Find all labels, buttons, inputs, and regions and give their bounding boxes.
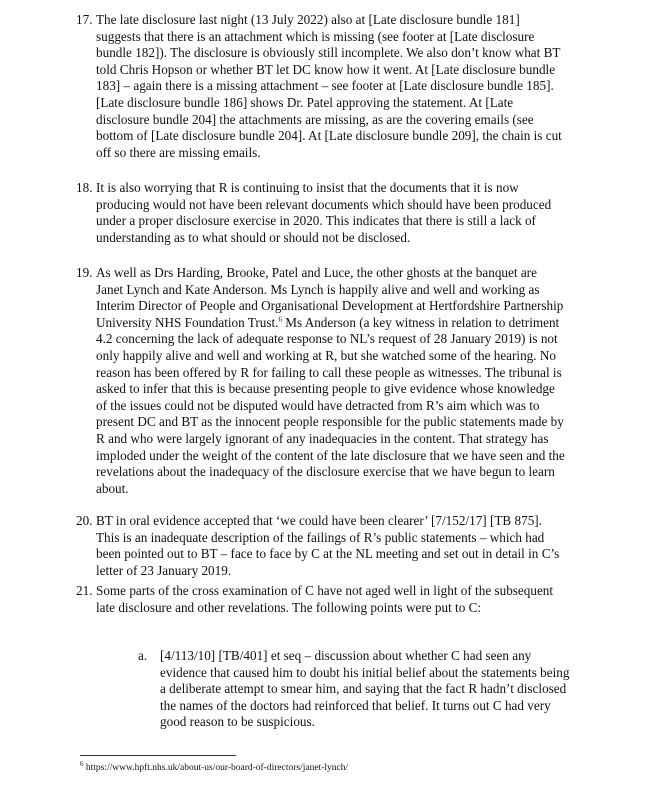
- paragraph-number: 18.: [76, 180, 93, 195]
- paragraph-text-part-2: Ms Anderson (a key witness in relation to detriment 4.2 concerning the lack of adequate response to NL’s request of 28 January 2019) is not only happily alive and well and working at R, but she watched some of the hearing. No reason has been offered by R for failing to call these people as witnesses. The tribunal is asked to infer that this is because presenting people to give evidence whose knowledge of the issues could not be disputed would have detracted from R’s aim which was to present DC and BT as the innocent people responsible for the public statements made by R and who were largely ignorant of any inadequacies in the content. That strategy has imploded under the weight of the content of the late disclosure that we have seen and the revelations about the inadequacy of the disclosure exercise that we have begun to learn about.: [96, 314, 565, 496]
- footnote-link[interactable]: https://www.hpft.nhs.uk/about-us/our-board-of-directors/janet-lynch/: [83, 763, 349, 773]
- footnote-separator: [80, 755, 236, 756]
- paragraph-text: The late disclosure last night (13 July 2022) also at [Late disclosure bundle 181] suggests that there is an attachment which is missing (see footer at [Late disclosure bundle 182]). The disclosure is obviously still incomplete. We also don’t know what BT told Chris Hopson or whether BT let DC know how it went. At [Late disclosure bundle 183] – again there is a missing attachment – see footer at [Late disclosure bundle 185]. [Late disclosure bundle 186] shows Dr. Patel approving the statement. At [Late disclosure bundle 204] the attachments are missing, as are the covering emails (see bottom of [Late disclosure bundle 204]. At [Late disclosure bundle 209], the chain is cut off so there are missing emails.: [96, 12, 562, 160]
- paragraph-number: 21.: [76, 583, 93, 598]
- paragraph-text: Some parts of the cross examination of C have not aged well in light of the subsequent late disclosure and other revelations. The following points were put to C:: [96, 583, 554, 615]
- paragraph-text: BT in oral evidence accepted that ‘we could have been clearer’ [7/152/17] [TB 875]. This is an inadequate description of the failings of R’s public statements – which had been pointed out to BT – face to face by C at the NL meeting and set out in detail in C’s letter of 23 January 2019.: [96, 513, 560, 578]
- paragraph-21: [76, 583, 566, 616]
- footnote-number: 6: [80, 759, 84, 768]
- subparagraph-text: [4/113/10] [TB/401] et seq – discussion about whether C had seen any evidence that caused him to doubt his initial belief about the statements being a deliberate attempt to smear him, and saying that the fact R hadn’t disclosed the names of the doctors had reinforced that belief. It turns out C had very good reason to be suspicious.: [160, 648, 570, 730]
- footnote: [80, 759, 349, 774]
- paragraph-20: [76, 513, 566, 579]
- paragraph-text: [96, 265, 566, 497]
- paragraph-number: 19.: [76, 265, 93, 280]
- paragraph-19: [76, 265, 566, 497]
- subparagraph-letter: a.: [138, 648, 148, 663]
- paragraph-number: 20.: [76, 513, 93, 528]
- footnote-reference[interactable]: 6: [278, 315, 282, 324]
- subparagraph-21a: [138, 648, 570, 731]
- paragraph-17: [76, 12, 566, 161]
- paragraph-number: 17.: [76, 12, 93, 27]
- paragraph-text: It is also worrying that R is continuing to insist that the documents that it is now producing would not have been relevant documents which should have been produced under a proper disclosure exercise in 2020. This indicates that there is still a lack of understanding as to what should or should not be disclosed.: [96, 180, 552, 245]
- paragraph-18: [76, 180, 566, 246]
- paragraph-text-part-1: As well as Drs Harding, Brooke, Patel and Luce, the other ghosts at the banquet are Janet Lynch and Kate Anderson. Ms Lynch is happily alive and well and working as Interim Director of People and Organisational Development at Hertfordshire Partnership University NHS Foundation Trust.: [96, 265, 564, 330]
